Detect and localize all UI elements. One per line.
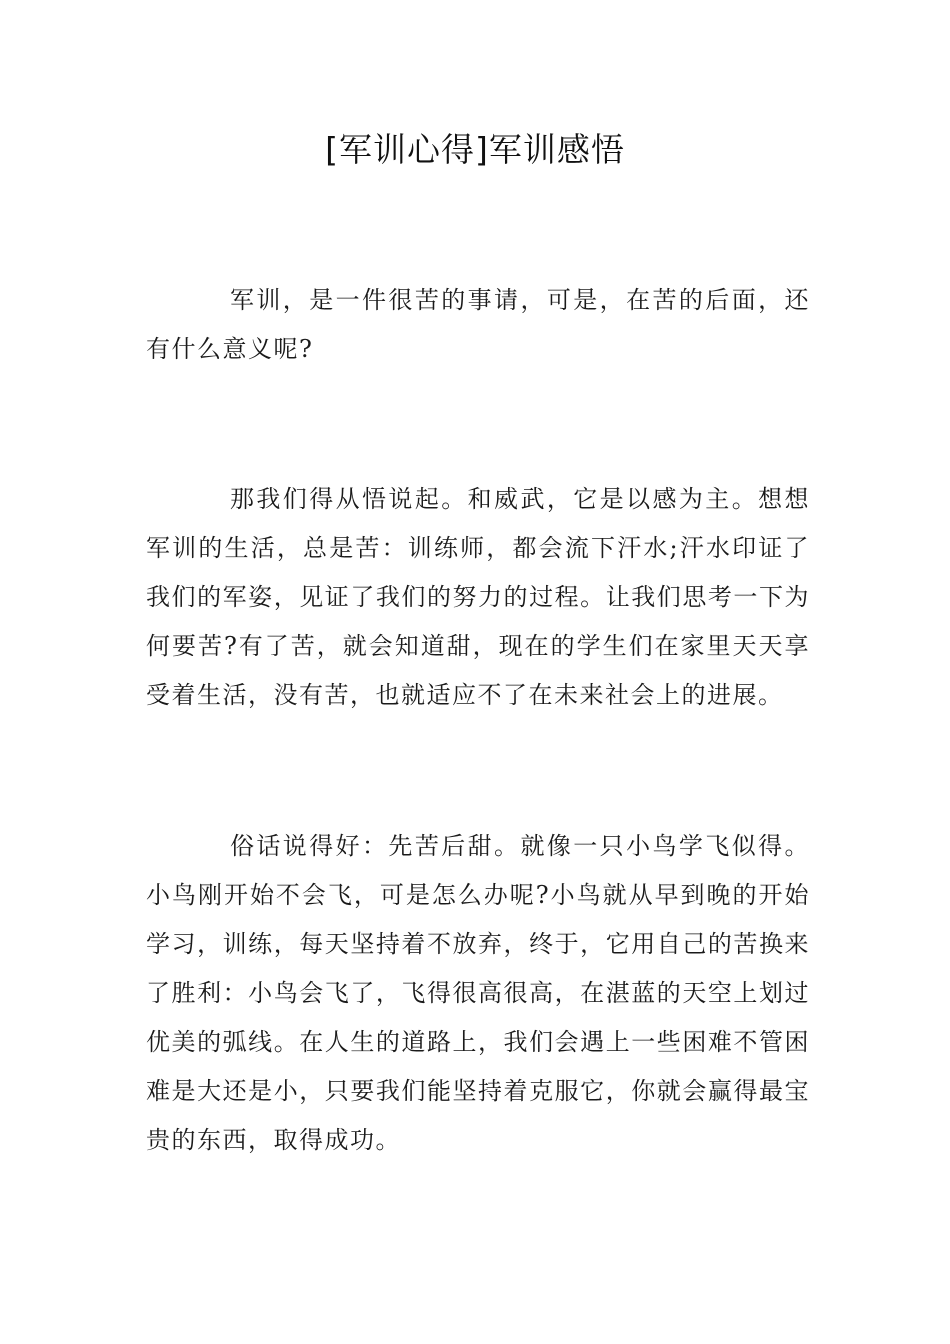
paragraph-1: 军训，是一件很苦的事请，可是，在苦的后面，还有什么意义呢? — [146, 286, 810, 363]
paragraph-3: 俗话说得好：先苦后甜。就像一只小鸟学飞似得。小鸟刚开始不会飞，可是怎么办呢?小鸟就从早到晚的开始学习，训练，每天坚持着不放弃，终于，它用自己的苦换来了胜利：小鸟会飞了，飞得很高很高，在湛蓝的天空上划过优美的弧线。在人生的道路上，我们会遇上一些困难不管困难是大还是小，只要我们能坚持着克服它，你就会赢得最宝贵的东西，取得成功。 — [146, 832, 810, 1154]
document-title: [军训心得]军训感悟 — [325, 130, 625, 169]
paragraph-2: 那我们得从悟说起。和威武，它是以感为主。想想军训的生活，总是苦：训练师，都会流下汗水;汗水印证了我们的军姿，见证了我们的努力的过程。让我们思考一下为何要苦?有了苦，就会知道甜，现在的学生们在家里天天享受着生活，没有苦，也就适应不了在未来社会上的进展。 — [146, 485, 810, 709]
